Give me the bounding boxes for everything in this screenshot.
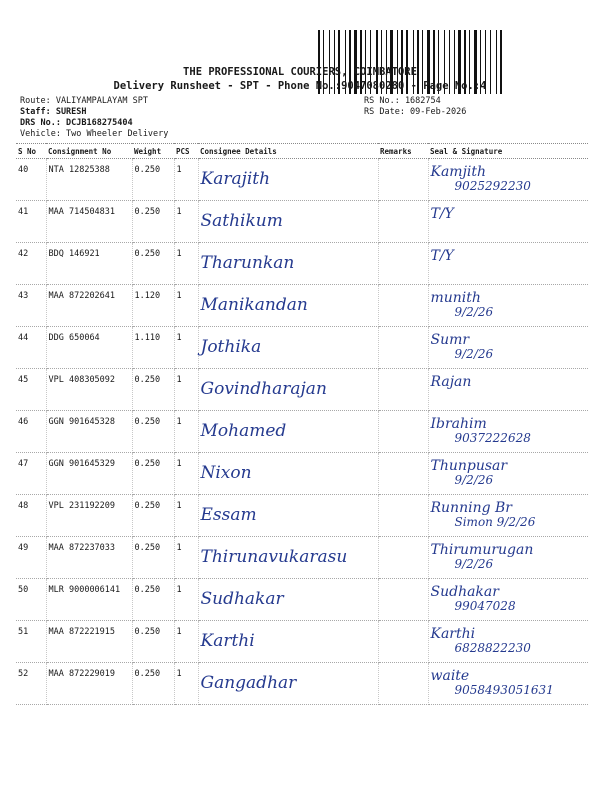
consignment-cell: MAA 714504831 [46, 201, 132, 243]
consignment-cell: VPL 231192209 [46, 495, 132, 537]
handwritten-signature [431, 501, 536, 529]
signature-cell [428, 621, 588, 663]
remarks-cell [378, 201, 428, 243]
column-header-remarks: Remarks [378, 144, 428, 159]
pcs-cell: 1 [174, 159, 198, 201]
runsheet-info-right [364, 96, 466, 118]
sno-cell: 44 [16, 327, 46, 369]
consignee-cell [198, 579, 378, 621]
handwritten-signature [431, 627, 531, 655]
pcs-cell: 1 [174, 579, 198, 621]
signature-note: 9/2/26 [454, 473, 494, 487]
signature-cell [428, 201, 588, 243]
pcs-cell: 1 [174, 369, 198, 411]
signature-cell [428, 411, 588, 453]
pcs-cell: 1 [174, 285, 198, 327]
runsheet-table [16, 143, 588, 705]
signature-note: 9037222628 [454, 431, 531, 445]
consignee-cell [198, 537, 378, 579]
column-header-consignee: Consignee Details [198, 144, 378, 159]
signature-text: T/Y [430, 206, 454, 222]
consignee-cell [198, 201, 378, 243]
table-row [16, 159, 588, 201]
consignee-handwritten-name: Gangadhar [200, 673, 297, 693]
signature-cell [428, 579, 588, 621]
drs-number: DRS No.: DCJB168275404 [20, 118, 133, 128]
handwritten-signature [431, 291, 494, 319]
remarks-cell [378, 411, 428, 453]
remarks-cell [378, 327, 428, 369]
sno-cell: 41 [16, 201, 46, 243]
consignment-cell: BDQ 146921 [46, 243, 132, 285]
pcs-cell: 1 [174, 327, 198, 369]
consignment-cell: MAA 872229019 [46, 663, 132, 705]
signature-text: Running Br [430, 500, 512, 516]
signature-text: munith [430, 290, 481, 306]
consignee-handwritten-name: Govindharajan [200, 379, 327, 399]
pcs-cell: 1 [174, 243, 198, 285]
weight-cell: 0.250 [132, 453, 174, 495]
pcs-cell: 1 [174, 453, 198, 495]
consignee-cell [198, 369, 378, 411]
signature-text: Kamjith [430, 164, 487, 180]
weight-cell: 0.250 [132, 495, 174, 537]
signature-text: Sumr [430, 332, 470, 348]
consignee-cell [198, 285, 378, 327]
table-row [16, 453, 588, 495]
column-header-pcs: PCS [174, 144, 198, 159]
signature-cell [428, 537, 588, 579]
consignee-handwritten-name: Nixon [200, 463, 252, 483]
signature-note: 9/2/26 [454, 347, 494, 361]
handwritten-signature [431, 459, 508, 487]
signature-text: waite [430, 668, 470, 684]
column-header-weight: Weight [132, 144, 174, 159]
consignment-cell: GGN 901645329 [46, 453, 132, 495]
signature-note: 9025292230 [454, 179, 531, 193]
weight-cell: 0.250 [132, 621, 174, 663]
consignee-handwritten-name: Karajith [200, 169, 271, 189]
consignment-cell: MAA 872237033 [46, 537, 132, 579]
staff-label: Staff: SURESH [20, 107, 87, 117]
column-header-consignment: Consignment No [46, 144, 132, 159]
table-row [16, 243, 588, 285]
remarks-cell [378, 369, 428, 411]
consignee-handwritten-name: Karthi [200, 631, 255, 651]
pcs-cell: 1 [174, 411, 198, 453]
consignee-handwritten-name: Essam [200, 505, 257, 525]
remarks-cell [378, 159, 428, 201]
consignee-cell [198, 159, 378, 201]
table-row [16, 579, 588, 621]
consignee-handwritten-name: Sathikum [200, 211, 283, 231]
signature-note: 99047028 [454, 599, 516, 613]
sno-cell: 42 [16, 243, 46, 285]
weight-cell: 0.250 [132, 663, 174, 705]
sno-cell: 50 [16, 579, 46, 621]
consignee-cell [198, 621, 378, 663]
sno-cell: 46 [16, 411, 46, 453]
sno-cell: 52 [16, 663, 46, 705]
signature-note: 9/2/26 [454, 305, 494, 319]
table-row [16, 369, 588, 411]
signature-text: Ibrahim [430, 416, 487, 432]
signature-note: 6828822230 [454, 641, 531, 655]
pcs-cell: 1 [174, 495, 198, 537]
pcs-cell: 1 [174, 621, 198, 663]
signature-cell [428, 495, 588, 537]
route-label: Route: VALIYAMPALAYAM SPT [20, 96, 148, 106]
table-row [16, 285, 588, 327]
vehicle-label: Vehicle: Two Wheeler Delivery [20, 129, 169, 139]
consignee-handwritten-name: Sudhakar [200, 589, 284, 609]
weight-cell: 0.250 [132, 579, 174, 621]
weight-cell: 1.120 [132, 285, 174, 327]
pcs-cell: 1 [174, 663, 198, 705]
handwritten-signature [431, 207, 455, 221]
consignment-cell: MAA 872221915 [46, 621, 132, 663]
table-row [16, 495, 588, 537]
remarks-cell [378, 243, 428, 285]
handwritten-signature [431, 417, 531, 445]
table-row [16, 327, 588, 369]
signature-text: Thirumurugan [430, 542, 534, 558]
sno-cell: 48 [16, 495, 46, 537]
table-row [16, 537, 588, 579]
remarks-cell [378, 453, 428, 495]
column-header-signature: Seal & Signature [428, 144, 588, 159]
signature-text: Thunpusar [430, 458, 508, 474]
remarks-cell [378, 621, 428, 663]
consignment-cell: DDG 650064 [46, 327, 132, 369]
runsheet-info-left [20, 96, 168, 140]
sno-cell: 47 [16, 453, 46, 495]
weight-cell: 0.250 [132, 537, 174, 579]
remarks-cell [378, 537, 428, 579]
remarks-cell [378, 495, 428, 537]
pcs-cell: 1 [174, 201, 198, 243]
consignee-cell [198, 663, 378, 705]
signature-text: Sudhakar [430, 584, 499, 600]
sno-cell: 40 [16, 159, 46, 201]
handwritten-signature [431, 375, 472, 389]
signature-text: T/Y [430, 248, 454, 264]
signature-cell [428, 663, 588, 705]
signature-cell [428, 369, 588, 411]
handwritten-signature [431, 165, 531, 193]
table-row [16, 663, 588, 705]
table-body [16, 159, 588, 705]
table-header-row [16, 144, 588, 159]
table-row [16, 621, 588, 663]
rs-date: RS Date: 09-Feb-2026 [364, 107, 467, 117]
remarks-cell [378, 663, 428, 705]
remarks-cell [378, 579, 428, 621]
consignee-handwritten-name: Jothika [200, 337, 262, 357]
consignee-handwritten-name: Thirunavukarasu [200, 547, 348, 567]
handwritten-signature [431, 543, 534, 571]
weight-cell: 0.250 [132, 201, 174, 243]
consignee-handwritten-name: Mohamed [200, 421, 287, 441]
signature-note: 9/2/26 [454, 557, 494, 571]
consignment-cell: GGN 901645328 [46, 411, 132, 453]
table-row [16, 411, 588, 453]
remarks-cell [378, 285, 428, 327]
signature-text: Rajan [430, 374, 472, 390]
consignee-cell [198, 327, 378, 369]
signature-cell [428, 159, 588, 201]
rs-number: RS No.: 1682754 [364, 96, 441, 106]
consignee-cell [198, 243, 378, 285]
pcs-cell: 1 [174, 537, 198, 579]
consignee-handwritten-name: Tharunkan [200, 253, 295, 273]
column-header-sno: S No [16, 144, 46, 159]
consignee-cell [198, 411, 378, 453]
consignee-cell [198, 495, 378, 537]
handwritten-signature [431, 585, 516, 613]
signature-text: Karthi [430, 626, 476, 642]
page-title: THE PROFESSIONAL COURIERS, COIMBATORE [183, 66, 417, 78]
handwritten-signature [431, 249, 455, 263]
consignment-cell: VPL 408305092 [46, 369, 132, 411]
handwritten-signature [431, 669, 554, 697]
weight-cell: 0.250 [132, 243, 174, 285]
sno-cell: 43 [16, 285, 46, 327]
signature-cell [428, 285, 588, 327]
sno-cell: 49 [16, 537, 46, 579]
consignment-cell: NTA 12825388 [46, 159, 132, 201]
handwritten-signature [431, 333, 494, 361]
page-subtitle: Delivery Runsheet - SPT - Phone No.:9047080280 - Page No.:4 [113, 80, 487, 92]
sno-cell: 51 [16, 621, 46, 663]
consignment-cell: MAA 872202641 [46, 285, 132, 327]
signature-note: Simon 9/2/26 [454, 515, 536, 529]
signature-cell [428, 327, 588, 369]
table-row [16, 201, 588, 243]
consignee-handwritten-name: Manikandan [200, 295, 308, 315]
signature-cell [428, 243, 588, 285]
weight-cell: 1.110 [132, 327, 174, 369]
consignment-cell: MLR 9000006141 [46, 579, 132, 621]
signature-cell [428, 453, 588, 495]
consignee-cell [198, 453, 378, 495]
weight-cell: 0.250 [132, 411, 174, 453]
weight-cell: 0.250 [132, 159, 174, 201]
sno-cell: 45 [16, 369, 46, 411]
weight-cell: 0.250 [132, 369, 174, 411]
signature-note: 9058493051631 [454, 683, 554, 697]
